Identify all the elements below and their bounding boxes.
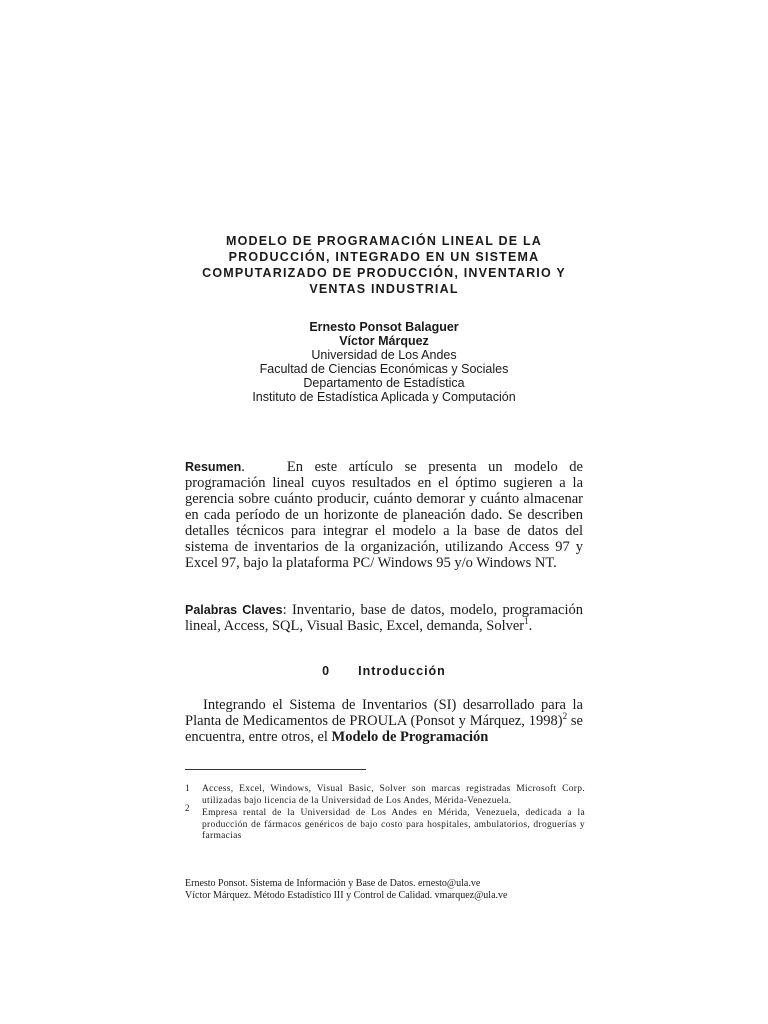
title-line: MODELO DE PROGRAMACIÓN LINEAL DE LA <box>225 234 543 248</box>
title-line: COMPUTARIZADO DE PRODUCCIÓN, INVENTARIO Y <box>202 266 566 280</box>
keywords-text: Inventario, base de datos, modelo, programación lineal, Access, SQL, Visual Basic, Excel, demanda, Solver <box>185 602 583 634</box>
author-contacts <box>185 878 585 902</box>
section-heading <box>184 664 584 678</box>
footnote-mark: 1 <box>185 784 191 794</box>
intro-paragraph: Integrando el Sistema de Inventarios (SI) desarrollado para la Planta de Medicamentos de PROULA (Ponsot y Márquez, 1998)$^2$ se encuentra, entre otros, el Modelo de Programación <box>185 697 583 745</box>
author-name: Víctor Márquez <box>339 334 429 348</box>
title-line: PRODUCCIÓN, INTEGRADO EN UN SISTEMA <box>228 250 540 264</box>
footnote <box>185 803 585 843</box>
author-block <box>184 320 584 404</box>
abstract-label: Resumen <box>185 460 242 474</box>
section-number: 0 <box>322 664 331 678</box>
contact-line: Víctor Márquez. Método Estadístico III y Control de Calidad. vmarquez@ula.ve <box>185 890 508 901</box>
footnote-rule <box>185 769 366 770</box>
bold-term: Modelo de Programación <box>331 729 489 745</box>
affiliation: Instituto de Estadística Aplicada y Computación <box>252 390 516 404</box>
footnote-mark: 2 <box>185 803 190 813</box>
affiliation: Facultad de Ciencias Económicas y Sociales <box>259 362 509 376</box>
footnote-text: Access, Excel, Windows, Visual Basic, Solver son marcas registradas Microsoft Corp. utilizadas bajo licencia de la Universidad de Los Andes, Mérida-Venezuela. <box>202 784 585 806</box>
title-line: VENTAS INDUSTRIAL <box>309 282 459 296</box>
paper-title <box>184 233 584 297</box>
contact-line: Ernesto Ponsot. Sistema de Información y Base de Datos. ernesto@ula.ve <box>185 878 481 889</box>
abstract: Resumen. En este artículo se presenta un modelo de programación lineal cuyos resultados en el óptimo sugieren a la gerencia sobre cuánto producir, cuánto demorar y cuánto almacenar en cada período de un horizonte de planeación dado. Se describen detalles técnicos para integrar el modelo a la base de datos del sistema de inventarios de la organización, utilizando Access 97 y Excel 97, bajo la plataforma PC/ Windows 95 y/o Windows NT. <box>185 459 583 571</box>
footnote-ref: 2 <box>562 711 568 722</box>
section-title: Introducción <box>358 664 446 678</box>
keywords-label: Palabras Claves <box>185 603 283 617</box>
footnote-text: Empresa rental de la Universidad de Los Andes en Mérida, Venezuela, dedicada a la producción de fármacos genéricos de bajo costo para hospitales, ambulatorios, droguerías y farmacias <box>202 808 585 841</box>
abstract-text: En este artículo se presenta un modelo de programación lineal cuyos resultados en el óptimo sugieren a la gerencia sobre cuánto producir, cuánto demorar y cuánto almacenar en cada período de un horizonte de planeación dado. Se describen detalles técnicos para integrar el modelo a la base de datos del sistema de inventarios de la organización, utilizando Access 97 y Excel 97, bajo la plataforma PC/ Windows 95 y/o Windows NT. <box>185 459 583 571</box>
affiliation: Universidad de Los Andes <box>311 348 457 362</box>
footnotes <box>185 784 585 844</box>
footnote-ref: 1 <box>524 616 529 627</box>
keywords: Palabras Claves: Inventario, base de datos, modelo, programación lineal, Access, SQL, Visual Basic, Excel, demanda, Solver$^1$. <box>185 602 583 634</box>
footnote <box>185 784 585 807</box>
author-name: Ernesto Ponsot Balaguer <box>309 320 459 334</box>
affiliation: Departamento de Estadística <box>303 376 465 390</box>
